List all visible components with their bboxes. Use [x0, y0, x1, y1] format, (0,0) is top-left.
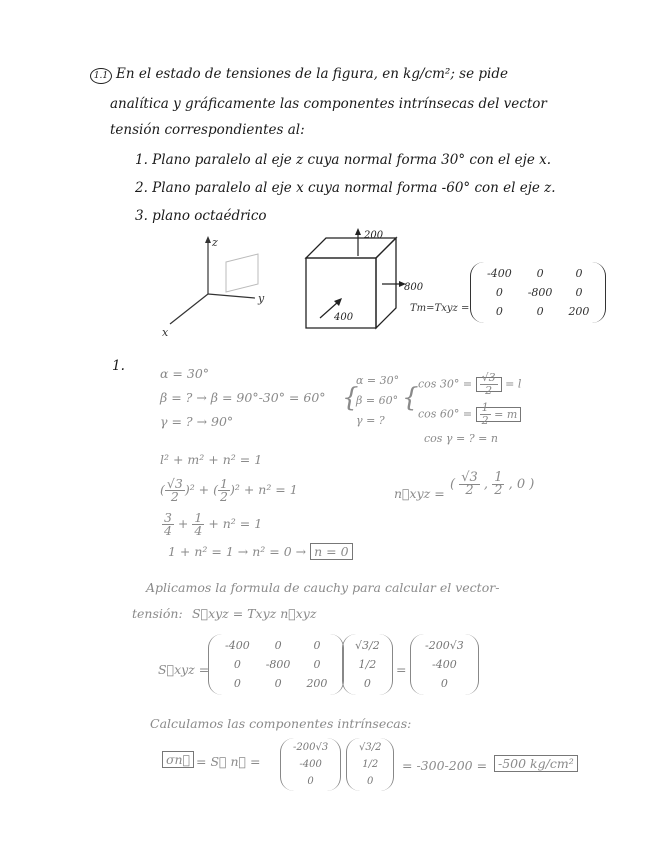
tensor-cell: -400 — [487, 267, 512, 280]
axis-y-label: y — [258, 292, 265, 305]
cauchy-text-2: tensión: — [132, 606, 183, 621]
item-1: 1. Plano paralelo al eje z cuya normal forma 30° con el eje x. — [135, 152, 552, 168]
item-3: 3. plano octaédrico — [135, 208, 267, 224]
s-vector-label: S⃗xyz = — [158, 662, 210, 677]
normal-vector: ( $\frac{√3}{2}$ , $\frac{1}{2}$ , 0 ) — [450, 470, 535, 498]
tensor-label: Tm=Txyz = — [410, 303, 470, 314]
cube-top-label: 200 — [364, 230, 384, 241]
n-column — [342, 634, 393, 695]
cos-beta: cos 60° = $\frac{1}{2}$ = m — [418, 402, 521, 427]
tensor-cell: 0 — [495, 305, 503, 318]
row-vector-cell: -400 — [299, 759, 322, 770]
n-column-cell: √3/2 — [355, 639, 380, 652]
axis-x-label: x — [162, 326, 169, 339]
n-column-cell: 1/2 — [358, 658, 377, 671]
brace-beta: β = 60° — [356, 394, 399, 407]
statement-line-3: tensión correspondientes al: — [110, 122, 305, 138]
sigma-label: σn⃗ — [162, 752, 194, 767]
angle-beta: β = ? → β = 90°-30° = 60° — [160, 390, 326, 405]
s-result-cell: -400 — [432, 658, 457, 671]
cube-front-label: 400 — [334, 312, 354, 323]
angle-alpha: α = 30° — [160, 366, 210, 381]
cauchy-text-1: Aplicamos la formula de cauchy para calcular el vector- — [146, 580, 500, 595]
s-matrix — [208, 634, 344, 695]
equation-1: l² + m² + n² = 1 — [160, 452, 263, 467]
s-matrix-cell: 0 — [274, 639, 282, 652]
sigma-result: = -300-200 = — [402, 758, 488, 773]
statement-line-1: En el estado de tensiones de la figura, en kg/cm²; se pide — [116, 66, 508, 82]
row-vector-cell: 0 — [307, 776, 314, 787]
s-result-cell: -200√3 — [425, 639, 464, 652]
column-vector-cell: 0 — [367, 776, 374, 787]
brace-right: { — [402, 383, 419, 413]
s-matrix-cell: 0 — [274, 677, 282, 690]
solution-label: 1. — [112, 358, 125, 374]
statement-line-2: analítica y gráficamente las componentes intrínsecas del vector — [110, 96, 547, 112]
normal-vector-label: n⃗xyz = — [394, 486, 445, 501]
s-result-cell: 0 — [440, 677, 448, 690]
problem-number: 1.1 — [90, 68, 112, 84]
tensor-matrix — [470, 262, 606, 323]
s-result-column — [410, 634, 479, 695]
s-matrix-cell: 0 — [233, 677, 241, 690]
equation-2: ( $\frac{√3}{2}$ )² + ( $\frac{1}{2}$ )² + n² = 1 — [160, 476, 298, 504]
s-matrix-cell: -400 — [225, 639, 250, 652]
column-vector — [346, 738, 394, 791]
cauchy-formula: S⃗xyz = Txyz n⃗xyz — [192, 606, 317, 621]
tensor-cell: 0 — [536, 267, 544, 280]
equation-3: $\frac{3}{4}$ + $\frac{1}{4}$ + n² = 1 — [164, 510, 263, 538]
stress-cube — [298, 226, 428, 336]
equation-4: 1 + n² = 1 → n² = 0 → n = 0 — [168, 544, 353, 559]
brace-gamma: γ = ? — [356, 414, 385, 427]
s-matrix-cell: -800 — [265, 658, 291, 671]
sigma-equation: = S⃗ n⃗ = — [196, 754, 261, 769]
column-vector-cell: 1/2 — [362, 759, 379, 770]
item-2: 2. Plano paralelo al eje x cuya normal forma -60° con el eje z. — [135, 180, 556, 196]
row-vector — [280, 738, 341, 791]
brace-alpha: α = 30° — [356, 374, 400, 387]
axis-z-label: z — [212, 236, 218, 249]
s-matrix-cell: 0 — [313, 639, 321, 652]
cos-alpha: cos 30° = $\frac{√3}{2}$ = l — [418, 371, 522, 397]
equals-sign: = — [396, 662, 407, 677]
s-matrix-cell: 0 — [313, 658, 321, 671]
sigma-final: -500 kg/cm² — [494, 756, 578, 771]
brace-left: { — [342, 383, 359, 413]
tensor-cell: 0 — [536, 305, 544, 318]
tensor-cell: 0 — [495, 286, 503, 299]
column-vector-cell: √3/2 — [359, 742, 382, 753]
tensor-cell: 200 — [568, 305, 590, 318]
s-matrix-cell: 200 — [306, 677, 328, 690]
intrinsic-text: Calculamos las componentes intrínsecas: — [150, 716, 412, 731]
angle-gamma: γ = ? → 90° — [160, 414, 234, 429]
s-matrix-cell: 0 — [233, 658, 241, 671]
tensor-cell: 0 — [575, 267, 583, 280]
tensor-cell: -800 — [527, 286, 553, 299]
tensor-cell: 0 — [575, 286, 583, 299]
cos-gamma: cos γ = ? = n — [424, 432, 498, 445]
n-column-cell: 0 — [363, 677, 371, 690]
cube-right-label: 800 — [404, 282, 424, 293]
row-vector-cell: -200√3 — [293, 742, 329, 753]
axes-diagram — [150, 232, 280, 342]
